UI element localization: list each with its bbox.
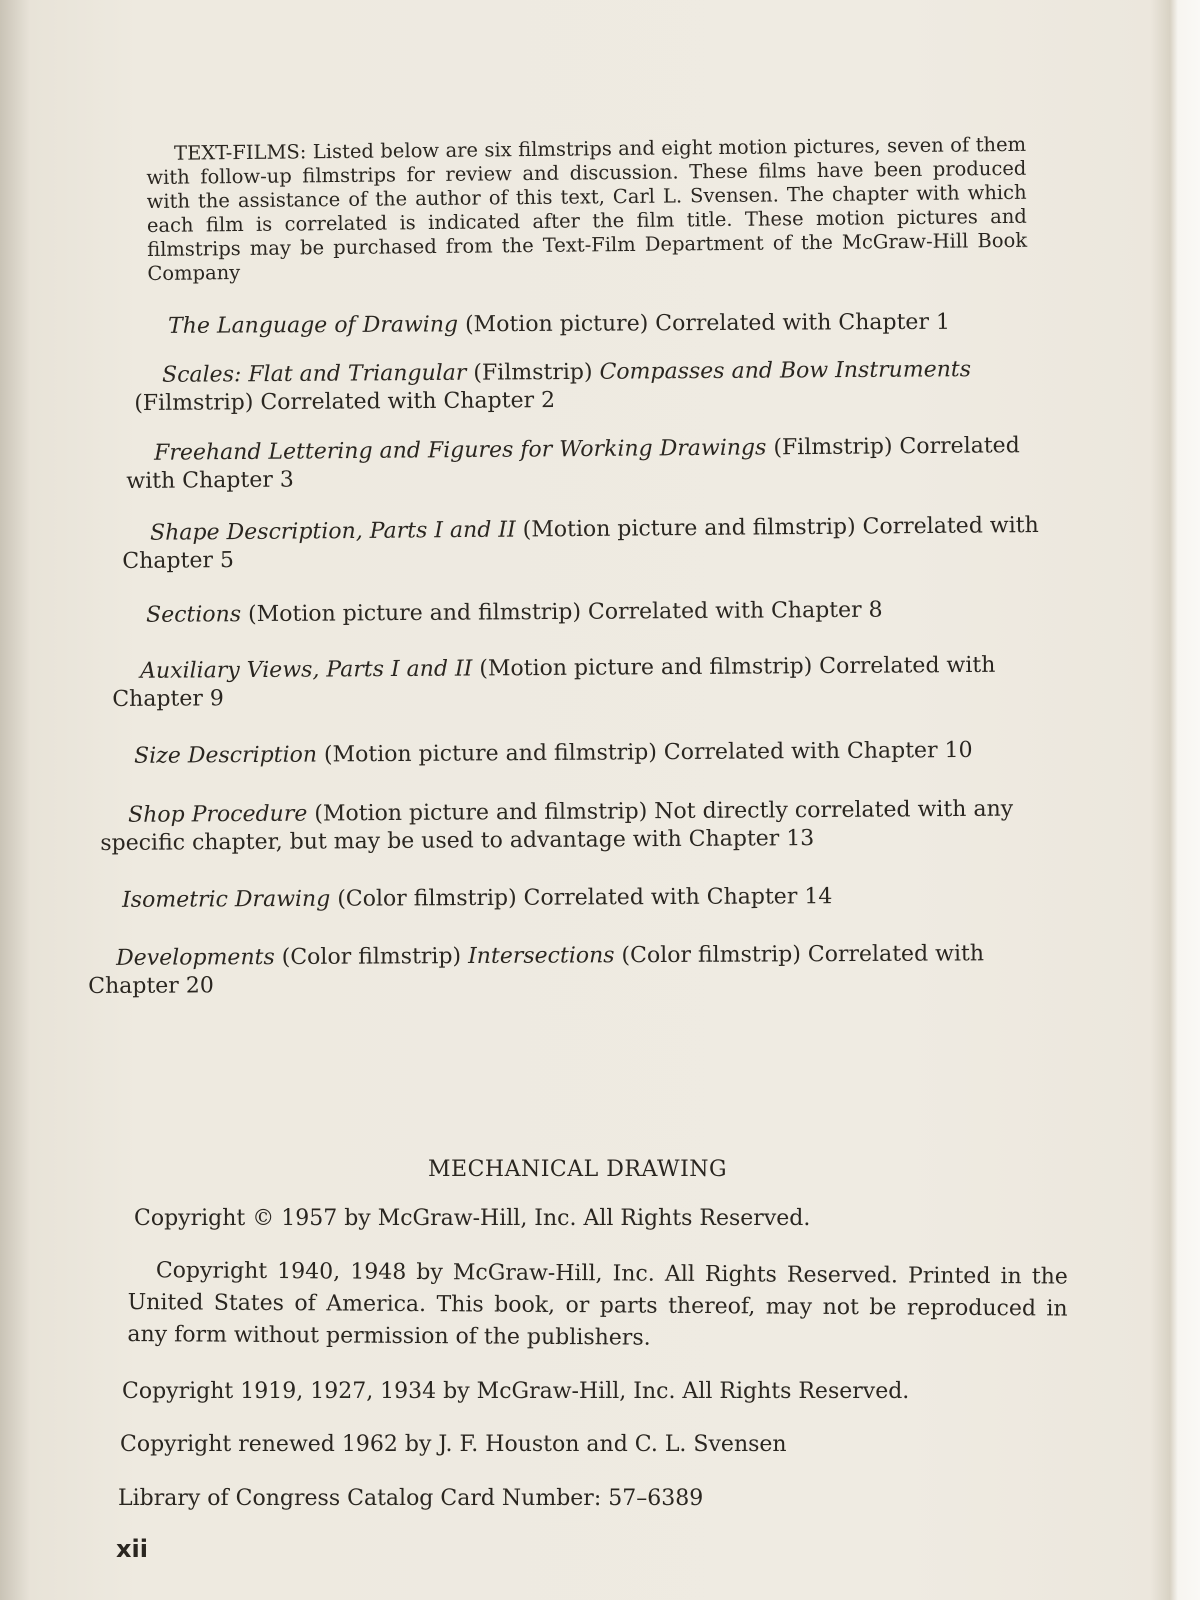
page-number: xii xyxy=(116,1535,148,1563)
film-title: Scales: Flat and Triangular xyxy=(162,360,467,388)
film-entry-4 xyxy=(122,512,1052,576)
film-details: (Motion picture and filmstrip) Correlated with Chapter 5 xyxy=(122,513,1039,574)
film-details: (Motion picture and filmstrip) Correlated with Chapter 10 xyxy=(316,737,973,768)
film-entry-3 xyxy=(126,432,1041,496)
film-title-2: Compasses and Bow Instruments xyxy=(599,357,972,385)
copyright-line-1919: Copyright 1919, 1927, 1934 by McGraw-Hill, Inc. All Rights Reserved. xyxy=(122,1379,910,1404)
film-entry-1 xyxy=(140,308,1100,341)
film-entry-5 xyxy=(118,595,1078,630)
film-title: Freehand Lettering and Figures for Working Drawings xyxy=(154,435,767,466)
copyright-line-1940: Copyright 1940, 1948 by McGraw-Hill, Inc. All Rights Reserved. Printed in the United States of America. This book, or parts thereof, may not be reproduced in any form without permission of the publishers. xyxy=(127,1258,1068,1351)
copyright-line-1957: Copyright © 1957 by McGraw-Hill, Inc. All Rights Reserved. xyxy=(134,1206,811,1231)
film-details: (Motion picture) Correlated with Chapter 1 xyxy=(458,309,950,338)
film-entry-8 xyxy=(100,795,1070,858)
film-details: (Motion picture and filmstrip) Not directly correlated with any specific chapter, but may be used to advantage with Chapter 13 xyxy=(100,796,1014,856)
film-entry-2 xyxy=(134,356,1040,418)
film-title: Isometric Drawing xyxy=(122,886,331,913)
film-title: Size Description xyxy=(134,742,318,769)
film-entry-10 xyxy=(88,940,1073,1001)
film-details-2: (Color filmstrip) Correlated with Chapter 20 xyxy=(88,941,985,999)
film-details: (Filmstrip) Correlated with Chapter 3 xyxy=(126,433,1020,494)
film-title-2: Intersections xyxy=(468,943,615,970)
film-details: (Color filmstrip) xyxy=(274,944,469,971)
film-entry-7 xyxy=(106,736,1066,771)
film-title: Sections xyxy=(146,602,242,628)
film-title: Auxiliary Views, Parts I and II xyxy=(140,656,473,684)
film-title: Shape Description, Parts I and II xyxy=(150,517,516,546)
catalog-number-line: Library of Congress Catalog Card Number: 57–6389 xyxy=(118,1486,704,1511)
film-entry-9 xyxy=(94,882,1054,915)
film-details: (Color filmstrip) Correlated with Chapter 14 xyxy=(330,884,833,912)
film-title: The Language of Drawing xyxy=(168,312,459,339)
book-title: MECHANICAL DRAWING xyxy=(428,1157,728,1182)
copyright-renewed-line: Copyright renewed 1962 by J. F. Houston and C. L. Svensen xyxy=(120,1432,787,1457)
text-films-intro: TEXT-FILMS: Listed below are six filmstrips and eight motion pictures, seven of them with follow-up filmstrips for review and discussion. These films have been produced with the assistance of the author of this text, Carl L. Svensen. The chapter with which each film is correlated is indicated after the film title. These motion pictures and filmstrips may be purchased from the Text-Film Department of the McGraw-Hill Book Company xyxy=(146,132,1028,285)
film-title: Shop Procedure xyxy=(128,801,308,828)
film-title: Developments xyxy=(116,945,275,971)
film-entry-6 xyxy=(112,651,1062,714)
film-details: (Filmstrip) xyxy=(466,359,600,386)
film-details: (Motion picture and filmstrip) Correlated with Chapter 8 xyxy=(241,597,883,628)
film-details-2: (Filmstrip) Correlated with Chapter 2 xyxy=(134,388,556,416)
film-details: (Motion picture and filmstrip) Correlated with Chapter 9 xyxy=(112,652,996,712)
